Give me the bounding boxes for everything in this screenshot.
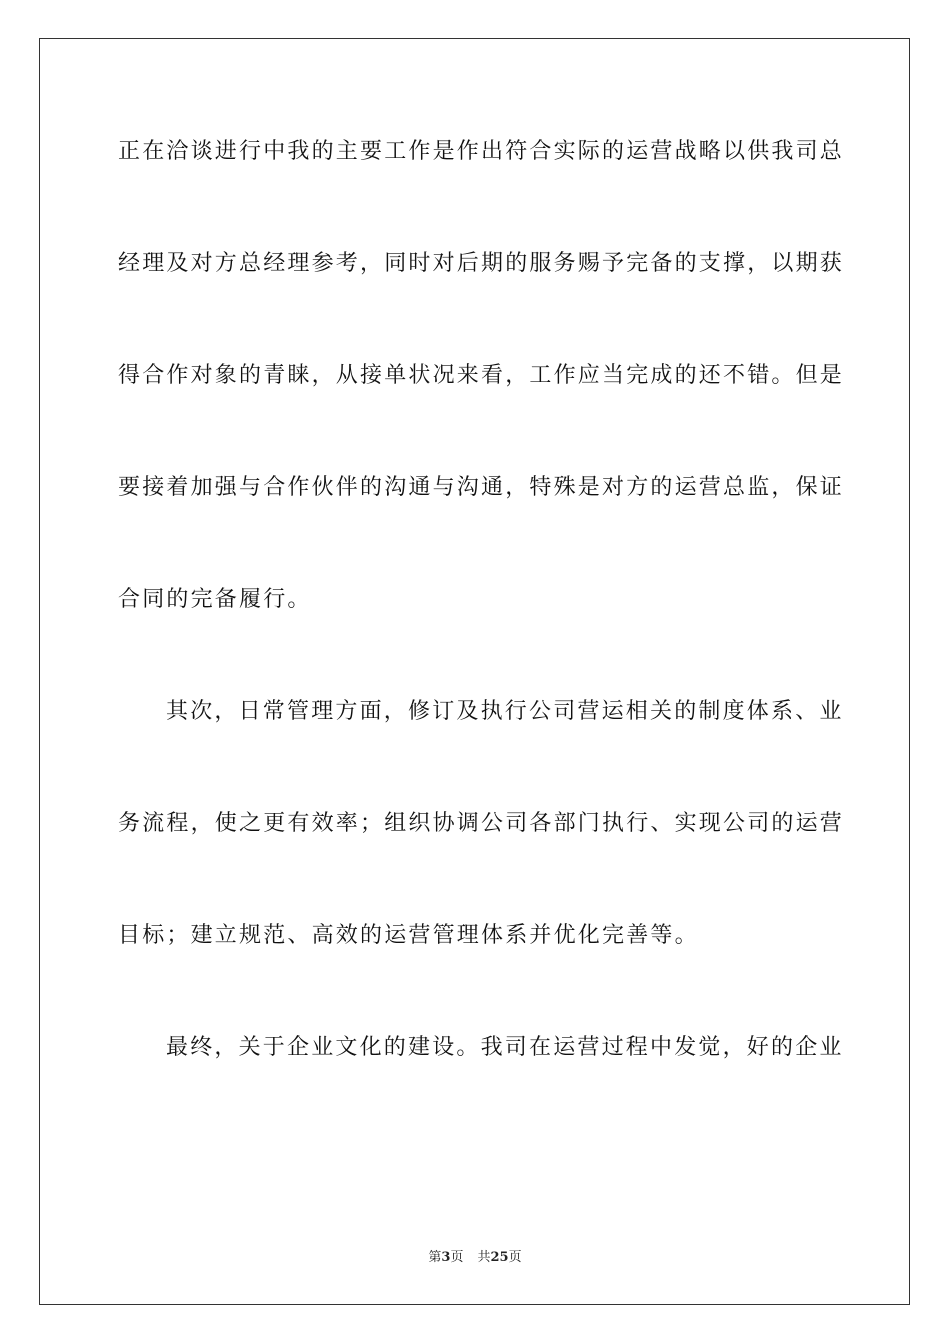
current-page-number: 3: [441, 1250, 451, 1265]
text-line-7: 务流程，使之更有效率；组织协调公司各部门执行、实现公司的运营: [118, 811, 845, 836]
text-line-3: 得合作对象的青睐，从接单状况来看，工作应当完成的还不错。但是: [118, 363, 845, 388]
page-footer: [0, 1246, 950, 1265]
page-number-label: 第3页: [428, 1250, 464, 1265]
document-body: [118, 130, 845, 1138]
total-pages-label: 共25页: [477, 1250, 522, 1265]
text-line-1: 正在洽谈进行中我的主要工作是作出符合实际的运营战略以供我司总: [118, 139, 845, 164]
text-line-5: 合同的完备履行。: [118, 587, 312, 612]
text-line-2: 经理及对方总经理参考，同时对后期的服务赐予完备的支撑，以期获: [118, 251, 845, 276]
text-line-8: 目标；建立规范、高效的运营管理体系并优化完善等。: [118, 923, 699, 948]
text-line-6: 其次，日常管理方面，修订及执行公司营运相关的制度体系、业: [166, 699, 844, 724]
text-line-9: 最终，关于企业文化的建设。我司在运营过程中发觉，好的企业: [166, 1035, 844, 1060]
total-pages-number: 25: [490, 1250, 509, 1265]
text-line-4: 要接着加强与合作伙伴的沟通与沟通，特殊是对方的运营总监，保证: [118, 475, 845, 500]
